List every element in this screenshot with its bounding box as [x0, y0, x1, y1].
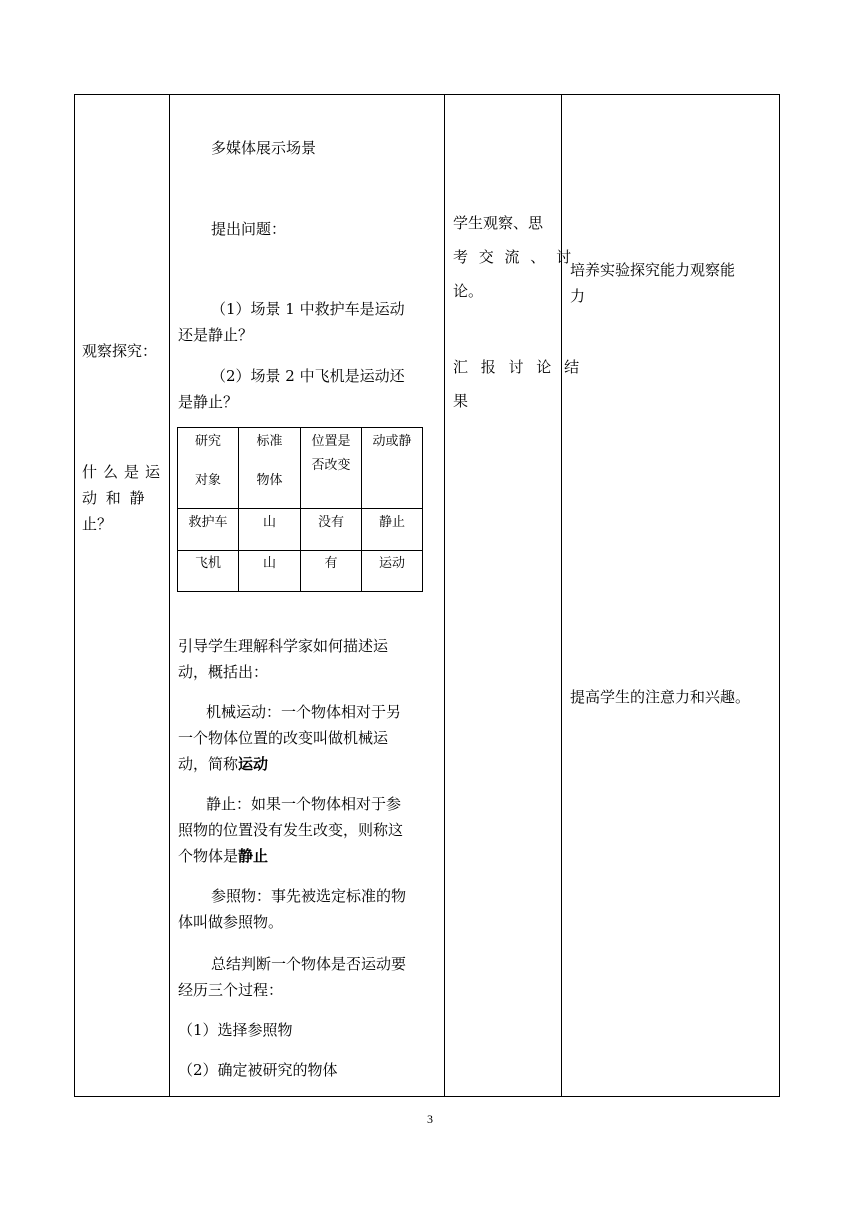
term-motion: 运动	[238, 755, 269, 773]
section-heading: 观察探究：	[82, 342, 158, 360]
summary-step: （1）选择参照物	[178, 1021, 293, 1039]
paragraph: 多媒体展示场景	[211, 139, 317, 157]
definition-motion	[178, 752, 268, 776]
paragraph: 动，概括出：	[178, 663, 269, 681]
table-cell: 有	[324, 556, 338, 571]
section-question: 动 和 静	[82, 489, 147, 507]
paragraph: 还是静止？	[178, 326, 254, 344]
column-divider	[444, 94, 445, 1097]
student-activity: 学生观察、思	[453, 214, 544, 232]
definition-text: 个物体是	[178, 847, 239, 865]
paragraph: 是静止？	[178, 393, 239, 411]
student-activity: 果	[453, 392, 469, 410]
table-header-cell: 否改变	[311, 458, 351, 473]
table-cell: 山	[262, 556, 276, 571]
summary: 总结判断一个物体是否运动要	[211, 955, 407, 973]
lesson-table	[74, 94, 780, 1097]
definition-static: 静止：如果一个物体相对于参	[206, 795, 402, 813]
definition-text: 动，简称	[178, 755, 239, 773]
definition-static: 照物的位置没有发生改变，则称这	[178, 821, 404, 839]
paragraph: （2）场景 2 中飞机是运动还	[211, 367, 405, 385]
table-header-cell: 动或静	[372, 434, 412, 449]
table-cell: 静止	[378, 515, 405, 530]
student-activity: 考 交 流 、 讨	[453, 248, 575, 266]
table-header-cell: 位置是	[311, 434, 351, 449]
term-static: 静止	[238, 847, 269, 865]
table-header-cell: 标准	[256, 434, 283, 449]
definition-static	[178, 844, 268, 868]
table-cell: 飞机	[194, 556, 221, 571]
section-question: 止？	[82, 515, 113, 533]
design-intent: 力	[570, 287, 586, 305]
paragraph: 提出问题：	[211, 220, 287, 238]
table-cell: 运动	[378, 556, 405, 571]
table-header-cell: 对象	[194, 473, 221, 488]
paragraph: （1）场景 1 中救护车是运动	[211, 300, 405, 318]
student-activity: 汇 报 讨 论 结	[453, 358, 584, 376]
table-header-cell: 物体	[256, 473, 283, 488]
column-divider	[169, 94, 170, 1097]
table-cell: 救护车	[188, 515, 228, 530]
design-intent: 提高学生的注意力和兴趣。	[570, 688, 751, 706]
paragraph: 引导学生理解科学家如何描述运	[178, 637, 389, 655]
design-intent: 培养实验探究能力观察能	[570, 261, 736, 279]
student-activity: 论。	[453, 282, 484, 300]
table-cell: 山	[262, 515, 276, 530]
definition-reference: 体叫做参照物。	[178, 913, 284, 931]
table-header-cell: 研究	[194, 434, 221, 449]
table-cell: 没有	[317, 515, 344, 530]
definition-motion: 一个物体位置的改变叫做机械运	[178, 729, 389, 747]
summary: 经历三个过程：	[178, 981, 284, 999]
definition-motion: 机械运动：一个物体相对于另	[206, 703, 402, 721]
section-question: 什么是运	[82, 463, 167, 481]
summary-step: （2）确定被研究的物体	[178, 1061, 338, 1079]
definition-reference: 参照物：事先被选定标准的物	[211, 887, 407, 905]
page-number: 3	[427, 1112, 433, 1126]
